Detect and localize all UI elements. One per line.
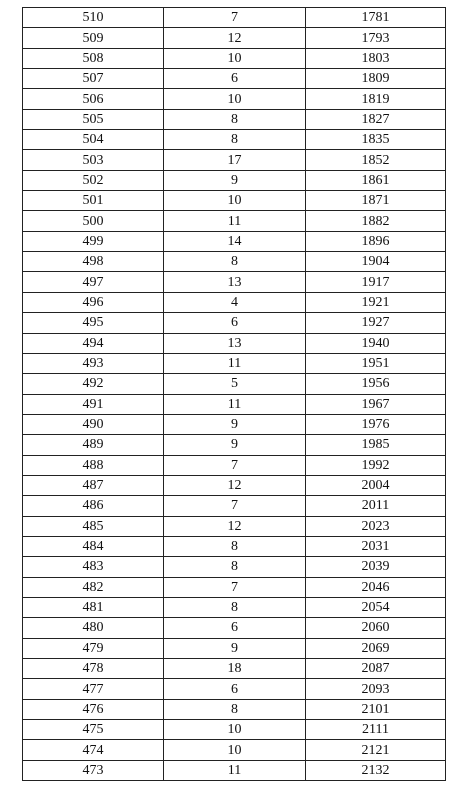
table-row	[23, 170, 446, 190]
cumulative-cell: 1793	[306, 28, 446, 48]
count-cell: 11	[164, 760, 306, 780]
score-cell: 473	[23, 760, 164, 780]
cumulative-cell: 1861	[306, 170, 446, 190]
cumulative-cell: 1871	[306, 191, 446, 211]
count-cell: 10	[164, 191, 306, 211]
score-cell: 475	[23, 720, 164, 740]
score-cell: 480	[23, 618, 164, 638]
count-cell: 6	[164, 313, 306, 333]
score-cell: 483	[23, 557, 164, 577]
score-cell: 489	[23, 435, 164, 455]
table-row	[23, 333, 446, 353]
cumulative-cell: 2011	[306, 496, 446, 516]
score-cell: 493	[23, 353, 164, 373]
cumulative-cell: 1951	[306, 353, 446, 373]
count-cell: 11	[164, 394, 306, 414]
table-row	[23, 109, 446, 129]
table-row	[23, 760, 446, 780]
table-row	[23, 516, 446, 536]
count-cell: 9	[164, 638, 306, 658]
cumulative-cell: 2069	[306, 638, 446, 658]
count-cell: 6	[164, 69, 306, 89]
table-row	[23, 191, 446, 211]
score-cell: 505	[23, 109, 164, 129]
score-cell: 478	[23, 659, 164, 679]
cumulative-cell: 2004	[306, 475, 446, 495]
table-row	[23, 130, 446, 150]
cumulative-cell: 2046	[306, 577, 446, 597]
cumulative-cell: 2101	[306, 699, 446, 719]
cumulative-cell: 1882	[306, 211, 446, 231]
table-row	[23, 231, 446, 251]
count-cell: 10	[164, 48, 306, 68]
count-cell: 8	[164, 557, 306, 577]
cumulative-cell: 1835	[306, 130, 446, 150]
table-row	[23, 618, 446, 638]
table-row	[23, 496, 446, 516]
score-cell: 495	[23, 313, 164, 333]
score-cell: 490	[23, 414, 164, 434]
table-body	[23, 8, 446, 781]
table-row	[23, 638, 446, 658]
table-row	[23, 272, 446, 292]
count-cell: 6	[164, 618, 306, 638]
score-cell: 485	[23, 516, 164, 536]
cumulative-cell: 2087	[306, 659, 446, 679]
table-row	[23, 89, 446, 109]
cumulative-cell: 2054	[306, 597, 446, 617]
cumulative-cell: 1803	[306, 48, 446, 68]
count-cell: 17	[164, 150, 306, 170]
table-row	[23, 740, 446, 760]
score-cell: 487	[23, 475, 164, 495]
table-row	[23, 28, 446, 48]
table-row	[23, 679, 446, 699]
score-cell: 477	[23, 679, 164, 699]
table-row	[23, 211, 446, 231]
cumulative-cell: 1896	[306, 231, 446, 251]
cumulative-cell: 1976	[306, 414, 446, 434]
cumulative-cell: 2060	[306, 618, 446, 638]
table-row	[23, 374, 446, 394]
count-cell: 9	[164, 414, 306, 434]
cumulative-cell: 1917	[306, 272, 446, 292]
cumulative-cell: 1904	[306, 252, 446, 272]
table-row	[23, 659, 446, 679]
count-cell: 13	[164, 333, 306, 353]
cumulative-cell: 2031	[306, 536, 446, 556]
score-cell: 492	[23, 374, 164, 394]
score-cell: 474	[23, 740, 164, 760]
table-row	[23, 455, 446, 475]
score-cell: 499	[23, 231, 164, 251]
count-cell: 12	[164, 516, 306, 536]
score-cell: 476	[23, 699, 164, 719]
table-row	[23, 48, 446, 68]
score-cell: 508	[23, 48, 164, 68]
cumulative-cell: 1927	[306, 313, 446, 333]
score-table-container	[22, 7, 445, 781]
cumulative-cell: 1967	[306, 394, 446, 414]
count-cell: 4	[164, 292, 306, 312]
cumulative-cell: 1809	[306, 69, 446, 89]
cumulative-cell: 2039	[306, 557, 446, 577]
score-cell: 502	[23, 170, 164, 190]
score-cell: 500	[23, 211, 164, 231]
count-cell: 10	[164, 740, 306, 760]
count-cell: 7	[164, 455, 306, 475]
cumulative-cell: 1781	[306, 8, 446, 28]
count-cell: 7	[164, 496, 306, 516]
cumulative-cell: 2023	[306, 516, 446, 536]
cumulative-cell: 1992	[306, 455, 446, 475]
table-row	[23, 597, 446, 617]
count-cell: 8	[164, 130, 306, 150]
count-cell: 5	[164, 374, 306, 394]
table-row	[23, 353, 446, 373]
cumulative-cell: 2121	[306, 740, 446, 760]
count-cell: 11	[164, 353, 306, 373]
score-cell: 486	[23, 496, 164, 516]
cumulative-cell: 1827	[306, 109, 446, 129]
score-cell: 494	[23, 333, 164, 353]
count-cell: 7	[164, 577, 306, 597]
cumulative-cell: 2132	[306, 760, 446, 780]
score-cell: 496	[23, 292, 164, 312]
count-cell: 14	[164, 231, 306, 251]
count-cell: 9	[164, 170, 306, 190]
score-cell: 482	[23, 577, 164, 597]
count-cell: 9	[164, 435, 306, 455]
score-cell: 506	[23, 89, 164, 109]
table-row	[23, 150, 446, 170]
table-row	[23, 8, 446, 28]
cumulative-cell: 2093	[306, 679, 446, 699]
score-cell: 507	[23, 69, 164, 89]
count-cell: 13	[164, 272, 306, 292]
score-cell: 510	[23, 8, 164, 28]
table-row	[23, 475, 446, 495]
count-cell: 10	[164, 720, 306, 740]
table-row	[23, 69, 446, 89]
count-cell: 10	[164, 89, 306, 109]
score-table	[22, 7, 446, 781]
score-cell: 488	[23, 455, 164, 475]
cumulative-cell: 1985	[306, 435, 446, 455]
cumulative-cell: 1852	[306, 150, 446, 170]
score-cell: 503	[23, 150, 164, 170]
score-cell: 498	[23, 252, 164, 272]
count-cell: 12	[164, 28, 306, 48]
count-cell: 7	[164, 8, 306, 28]
count-cell: 8	[164, 252, 306, 272]
table-row	[23, 557, 446, 577]
count-cell: 6	[164, 679, 306, 699]
count-cell: 8	[164, 597, 306, 617]
table-row	[23, 435, 446, 455]
score-cell: 491	[23, 394, 164, 414]
table-row	[23, 536, 446, 556]
score-cell: 481	[23, 597, 164, 617]
count-cell: 8	[164, 536, 306, 556]
score-cell: 504	[23, 130, 164, 150]
count-cell: 18	[164, 659, 306, 679]
cumulative-cell: 2111	[306, 720, 446, 740]
table-row	[23, 252, 446, 272]
score-cell: 484	[23, 536, 164, 556]
table-row	[23, 720, 446, 740]
cumulative-cell: 1921	[306, 292, 446, 312]
count-cell: 8	[164, 109, 306, 129]
score-cell: 479	[23, 638, 164, 658]
count-cell: 8	[164, 699, 306, 719]
table-row	[23, 577, 446, 597]
score-cell: 509	[23, 28, 164, 48]
table-row	[23, 313, 446, 333]
score-cell: 501	[23, 191, 164, 211]
table-row	[23, 414, 446, 434]
table-row	[23, 292, 446, 312]
cumulative-cell: 1940	[306, 333, 446, 353]
count-cell: 11	[164, 211, 306, 231]
score-cell: 497	[23, 272, 164, 292]
table-row	[23, 394, 446, 414]
count-cell: 12	[164, 475, 306, 495]
cumulative-cell: 1956	[306, 374, 446, 394]
cumulative-cell: 1819	[306, 89, 446, 109]
table-row	[23, 699, 446, 719]
